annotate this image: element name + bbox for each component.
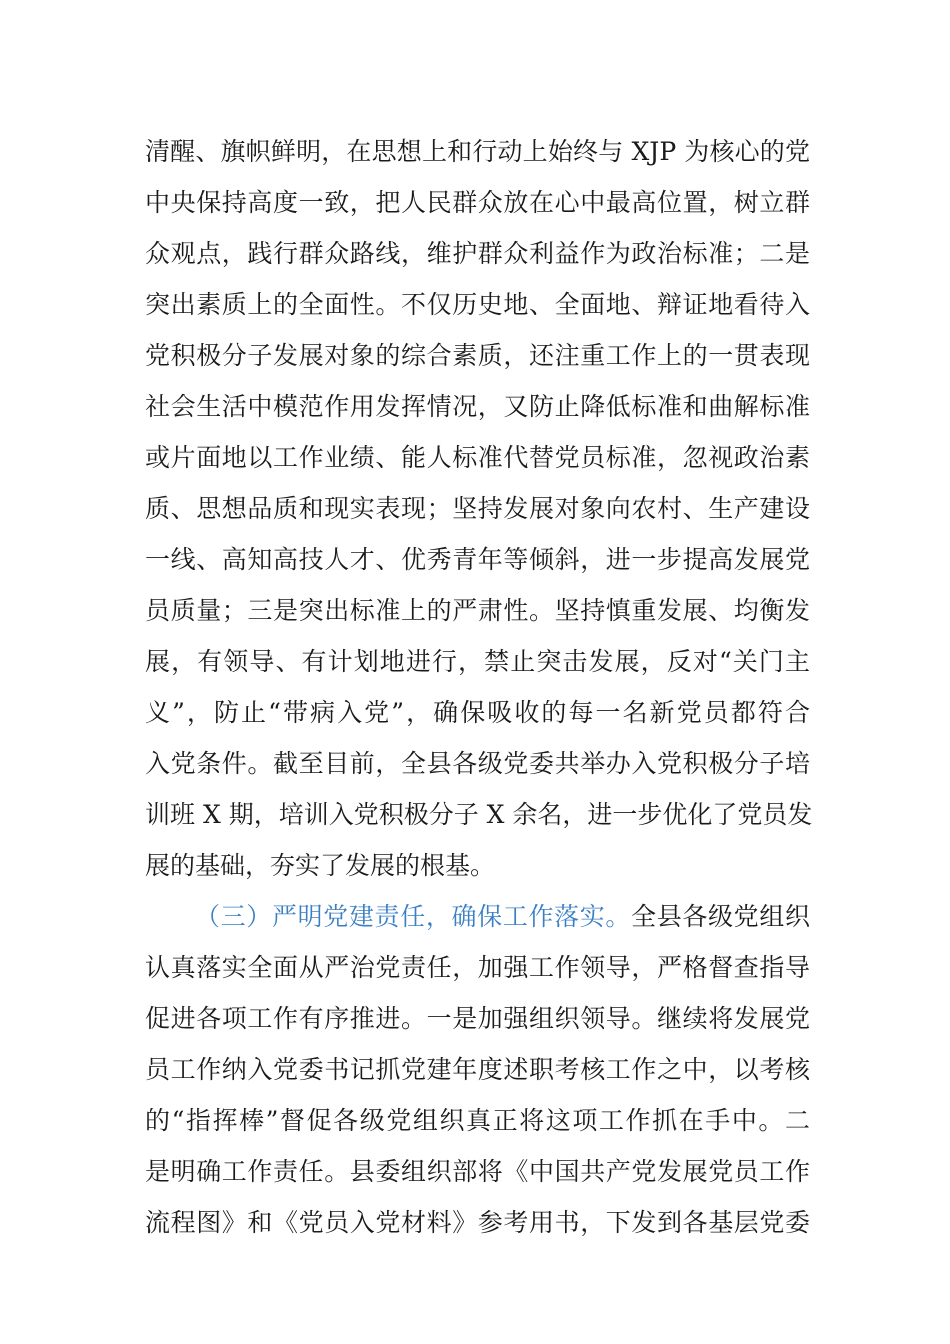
text-line: 党积极分子发展对象的综合素质，还注重工作上的一贯表现: [145, 341, 810, 370]
text-line: 认真落实全面从严治党责任，加强工作领导，严格督查指导: [145, 953, 810, 982]
text-line: 的“指挥棒”督促各级党组织真正将这项工作抓在手中。二: [145, 1106, 810, 1135]
text-line: 展的基础，夯实了发展的根基。: [145, 851, 496, 880]
text-line: 社会生活中模范作用发挥情况，又防止降低标准和曲解标准: [145, 392, 810, 421]
section-heading-line: [145, 891, 810, 942]
body-text: [145, 126, 813, 1248]
text-line: 促进各项工作有序推进。一是加强组织领导。继续将发展党: [145, 1004, 810, 1033]
text-line: 员质量；三是突出标准上的严肃性。坚持慎重发展、均衡发: [145, 596, 810, 625]
text-line: 是明确工作责任。县委组织部将《中国共产党发展党员工作: [145, 1157, 810, 1186]
text-line: 入党条件。截至目前，全县各级党委共举办入党积极分子培: [145, 749, 810, 778]
text-line: 训班 X 期，培训入党积极分子 X 余名，进一步优化了党员发: [145, 800, 813, 829]
text-line: 一线、高知高技人才、优秀青年等倾斜，进一步提高发展党: [145, 545, 810, 574]
text-line: 众观点，践行群众路线，维护群众利益作为政治标准；二是: [145, 239, 810, 268]
text-line: 展，有领导、有计划地进行，禁止突击发展，反对“关门主: [145, 647, 810, 676]
text-line: 突出素质上的全面性。不仅历史地、全面地、辩证地看待入: [145, 290, 810, 319]
text-line: 流程图》和《党员入党材料》参考用书，下发到各基层党委: [145, 1208, 810, 1237]
text-line: 或片面地以工作业绩、能人标准代替党员标准，忽视政治素: [145, 443, 810, 472]
text-line: 员工作纳入党委书记抓党建年度述职考核工作之中，以考核: [145, 1055, 810, 1084]
section-heading: （三）严明党建责任，确保工作落实。: [195, 902, 632, 931]
text-line: 质、思想品质和现实表现；坚持发展对象向农村、生产建设: [145, 494, 810, 523]
section-heading-rest: 全县各级党组织: [631, 902, 810, 931]
text-line: 清醒、旗帜鲜明，在思想上和行动上始终与 XJP 为核心的党: [145, 137, 810, 166]
text-line: 中央保持高度一致，把人民群众放在心中最高位置，树立群: [145, 188, 810, 217]
text-line: 义”，防止“带病入党”，确保吸收的每一名新党员都符合: [145, 698, 810, 727]
